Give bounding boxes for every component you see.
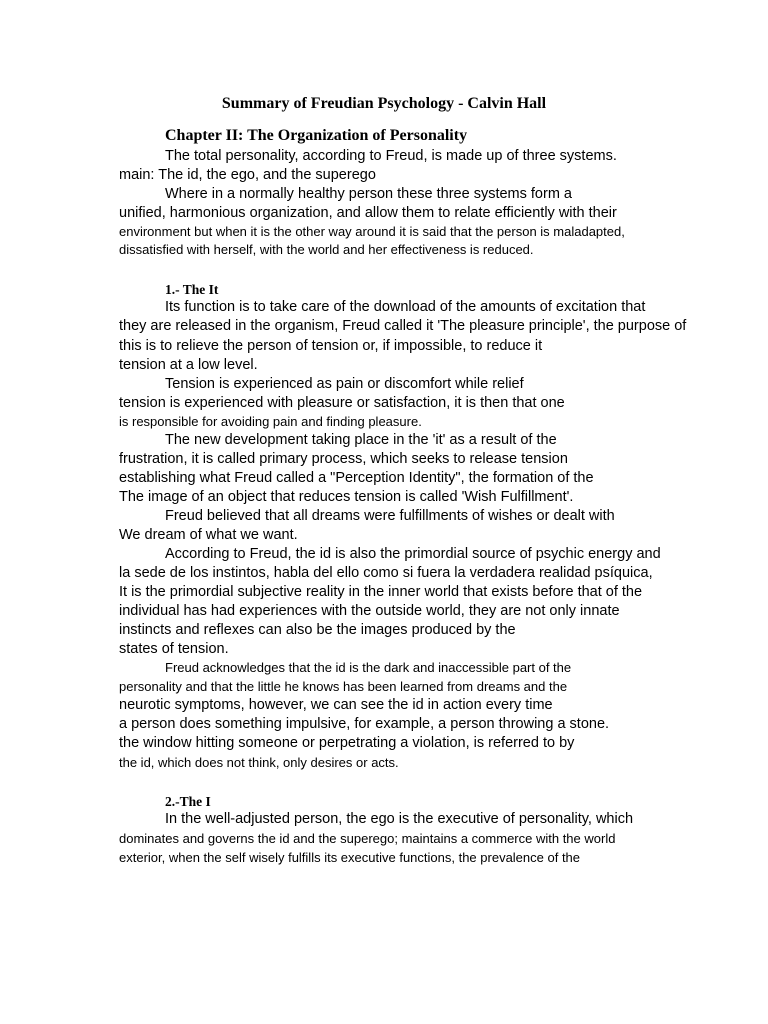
text-line: the id, which does not think, only desires or acts.: [119, 755, 399, 770]
text-line: exterior, when the self wisely fulfills its executive functions, the prevalence of the: [119, 850, 581, 865]
text-line: Its function is to take care of the download of the amounts of excitation that: [165, 299, 646, 315]
text-line: main: The id, the ego, and the superego: [119, 167, 376, 183]
section-heading: 1.- The It: [165, 282, 219, 297]
text-line: dissatisfied with herself, with the world and her effectiveness is reduced.: [119, 242, 534, 257]
text-line: environment but when it is the other way around it is said that the person is maladapted,: [119, 224, 625, 239]
text-line: Freud believed that all dreams were fulfillments of wishes or dealt with: [165, 508, 615, 524]
text-line: is responsible for avoiding pain and finding pleasure.: [119, 414, 422, 429]
section-heading: 2.-The I: [165, 794, 211, 809]
text-line: personality and that the little he knows has been learned from dreams and the: [119, 679, 568, 694]
text-line: dominates and governs the id and the superego; maintains a commerce with the world: [119, 831, 616, 846]
text-line: individual has had experiences with the outside world, they are not only innate: [119, 603, 620, 619]
text-line: The total personality, according to Freud, is made up of three systems.: [165, 148, 617, 164]
text-line: unified, harmonious organization, and allow them to relate efficiently with their: [119, 205, 617, 221]
text-line: the window hitting someone or perpetrating a violation, is referred to by: [119, 735, 575, 751]
text-line: Tension is experienced as pain or discomfort while relief: [165, 376, 524, 392]
text-line: It is the primordial subjective reality in the inner world that exists before that of the: [119, 584, 643, 600]
text-line: this is to relieve the person of tension or, if impossible, to reduce it: [119, 338, 543, 354]
chapter-heading: Chapter II: The Organization of Personality: [165, 127, 468, 144]
text-line: neurotic symptoms, however, we can see the id in action every time: [119, 697, 553, 713]
text-line: In the well-adjusted person, the ego is the executive of personality, which: [165, 811, 634, 827]
text-line: states of tension.: [119, 641, 229, 657]
text-line: instincts and reflexes can also be the images produced by the: [119, 622, 516, 638]
text-line: Where in a normally healthy person these three systems form a: [165, 186, 572, 202]
document-title: Summary of Freudian Psychology - Calvin Hall: [221, 95, 547, 112]
text-line: The image of an object that reduces tension is called 'Wish Fulfillment'.: [119, 489, 574, 505]
text-line: We dream of what we want.: [119, 527, 298, 543]
text-line: tension at a low level.: [119, 357, 258, 373]
text-line: The new development taking place in the 'it' as a result of the: [165, 432, 557, 448]
text-line: la sede de los instintos, habla del ello como si fuera la verdadera realidad psíquica,: [119, 565, 653, 581]
text-line: a person does something impulsive, for example, a person throwing a stone.: [119, 716, 610, 732]
text-line: frustration, it is called primary process, which seeks to release tension: [119, 451, 568, 467]
text-line: establishing what Freud called a "Perception Identity", the formation of the: [119, 470, 594, 486]
text-line: tension is experienced with pleasure or satisfaction, it is then that one: [119, 395, 565, 411]
text-line: Freud acknowledges that the id is the dark and inaccessible part of the: [165, 660, 572, 675]
text-line: they are released in the organism, Freud called it 'The pleasure principle', the purpose of: [119, 318, 687, 334]
text-line: According to Freud, the id is also the primordial source of psychic energy and: [165, 546, 661, 562]
